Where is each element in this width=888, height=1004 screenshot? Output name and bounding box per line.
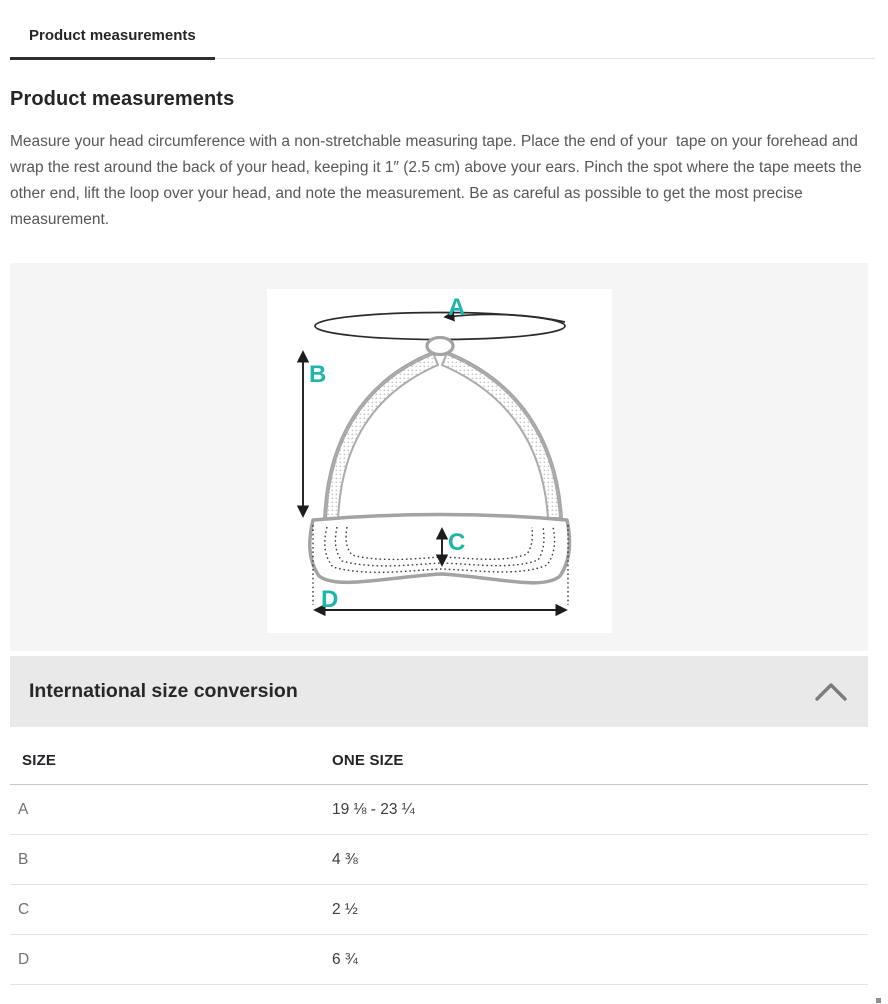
table-row (10, 935, 868, 985)
size-value: 6 ¾ (332, 950, 358, 968)
chevron-up-icon[interactable] (814, 682, 848, 702)
diagram-box (267, 289, 612, 633)
table-row (10, 885, 868, 935)
size-value: 2 ½ (332, 900, 358, 918)
tab-product-measurements[interactable]: Product measurements (10, 27, 215, 60)
column-header-one-size: ONE SIZE (332, 752, 404, 769)
diagram-label-c: C (447, 529, 465, 556)
circumference-ellipse (315, 313, 565, 340)
measurement-instructions: Measure your head circumference with a non-stretchable measuring tape. Place the end of your tape on your forehead and wrap the rest around the back of your head, keeping it 1″ (2.5 cm) above your ears. Pinch the spot where the tape meets the other end, lift the loop over your head, and note the measurement. Be as careful as possible to get the most precise measurement. (10, 133, 866, 228)
diagram-label-b: B (308, 361, 326, 388)
table-row (10, 785, 868, 835)
size-label: D (18, 950, 30, 968)
size-conversion-table (10, 727, 868, 985)
cap-measurement-diagram (267, 289, 612, 633)
size-label: C (18, 900, 30, 918)
cap-top-button (427, 338, 453, 355)
tab-bar (10, 0, 875, 59)
size-value: 19 ⅛ - 23 ¼ (332, 800, 415, 818)
scrollbar-fragment[interactable] (876, 998, 881, 1003)
diagram-label-a: A (447, 294, 465, 321)
diagram-panel (10, 263, 868, 651)
table-header-row (10, 727, 868, 785)
international-size-conversion-header[interactable] (10, 656, 868, 727)
size-label: B (18, 850, 29, 868)
accordion-title: International size conversion (29, 680, 298, 702)
size-value: 4 ⅜ (332, 850, 358, 868)
cap-crown (325, 338, 561, 521)
column-header-size: SIZE (22, 752, 57, 769)
size-label: A (18, 800, 29, 818)
cap-brim (309, 515, 569, 583)
table-row (10, 835, 868, 885)
page-title: Product measurements (10, 88, 235, 110)
diagram-label-d: D (320, 586, 338, 613)
